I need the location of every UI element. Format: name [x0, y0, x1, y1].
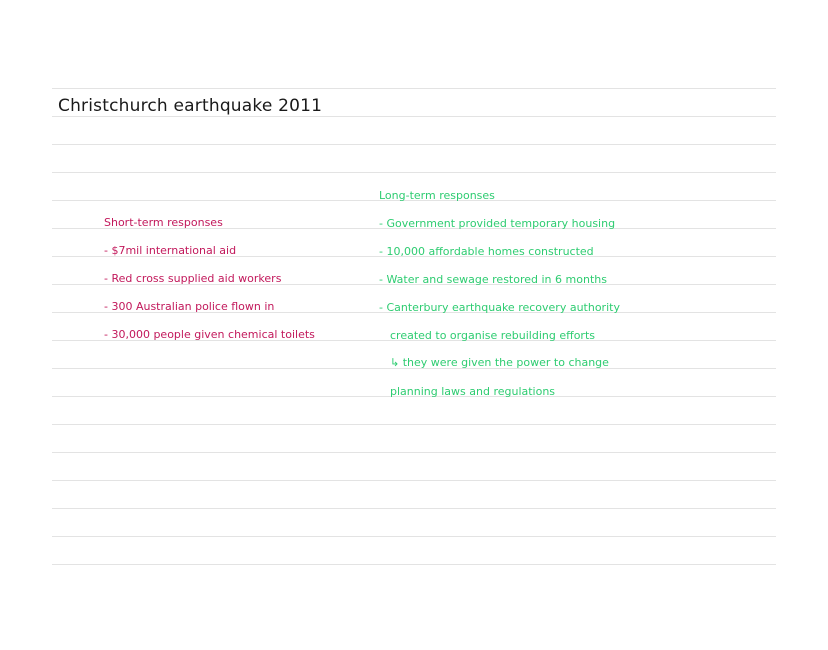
rule-line: [52, 144, 776, 145]
rule-line: [52, 116, 776, 117]
long-term-item-continuation: created to organise rebuilding efforts: [390, 329, 595, 342]
rule-line: [52, 564, 776, 565]
page-title: Christchurch earthquake 2011: [58, 96, 323, 116]
long-term-item: - Government provided temporary housing: [379, 217, 616, 230]
short-term-item: - 30,000 people given chemical toilets: [104, 328, 315, 341]
rule-line: [52, 88, 776, 89]
rule-line: [52, 508, 776, 509]
long-term-subitem-continuation: planning laws and regulations: [390, 385, 556, 398]
long-term-heading: Long-term responses: [379, 189, 495, 202]
short-term-heading: Short-term responses: [104, 216, 223, 229]
long-term-item: - Water and sewage restored in 6 months: [379, 273, 607, 286]
rule-line: [52, 452, 776, 453]
short-term-item: - Red cross supplied aid workers: [104, 272, 282, 285]
rule-line: [52, 536, 776, 537]
short-term-item: - 300 Australian police flown in: [104, 300, 275, 313]
short-term-item: - $7mil international aid: [104, 244, 237, 257]
rule-line: [52, 172, 776, 173]
long-term-item: - Canterbury earthquake recovery authority: [379, 301, 620, 314]
long-term-subitem: ↳ they were given the power to change: [390, 356, 609, 369]
rule-line: [52, 424, 776, 425]
rule-line: [52, 480, 776, 481]
long-term-item: - 10,000 affordable homes constructed: [379, 245, 594, 258]
